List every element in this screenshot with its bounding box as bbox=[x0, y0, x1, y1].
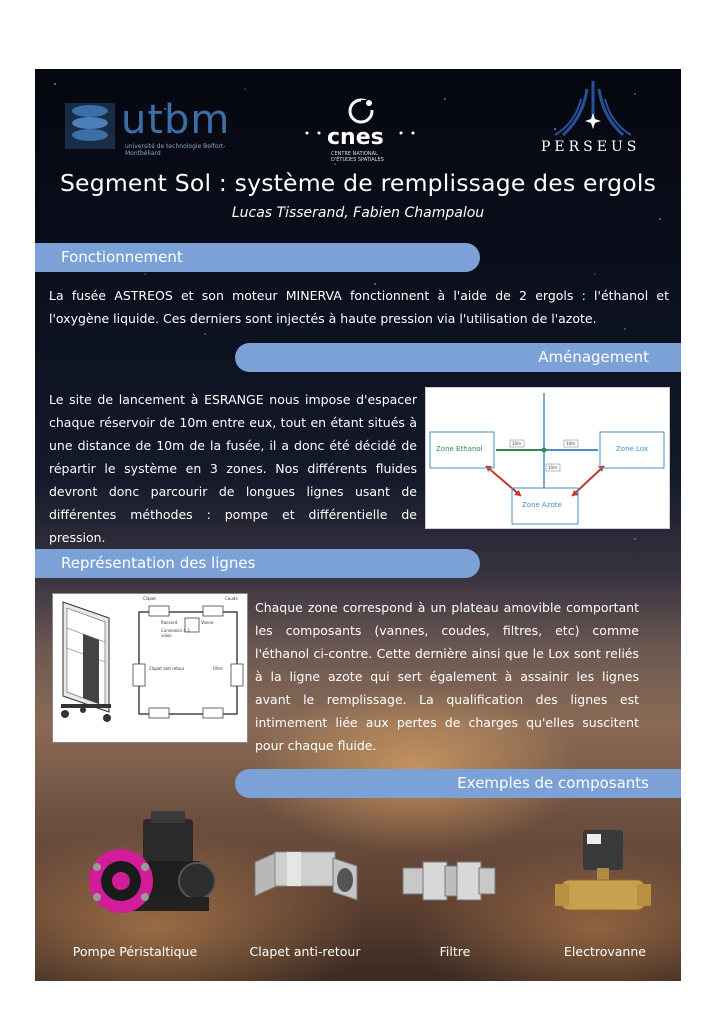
peristaltic-pump-image bbox=[79, 807, 219, 927]
schematic-label-raccord: Raccord bbox=[161, 620, 178, 625]
lignes-text: Chaque zone correspond à un plateau amovible comportant les composants (vannes, coudes, filtres, etc) comme l'éthanol ci-contre. Cette dernière ainsi que le Lox sont reliés à la ligne azote qui sert également à assainir les lignes avant le remplissage. La qualification des lignes est intimement liée aux pertes de charges qu'elles suscitent pour chaque fluide. bbox=[255, 600, 639, 753]
schematic-label-clapet: Clapet bbox=[143, 596, 156, 601]
zones-layout-diagram bbox=[425, 387, 670, 529]
zone-ethanol-label: Zone Ethanol bbox=[436, 445, 483, 453]
section-heading-composants: Exemples de composants bbox=[235, 769, 681, 798]
utbm-emblem-icon bbox=[63, 101, 117, 151]
component-label-filter: Filtre bbox=[439, 944, 471, 959]
schematic-label-coude: Coude bbox=[225, 596, 238, 601]
component-label-pump: Pompe Péristaltique bbox=[72, 944, 198, 959]
filter-image bbox=[399, 852, 499, 912]
check-valve-image bbox=[247, 844, 367, 914]
distance-label-rocket: 10m bbox=[548, 465, 557, 470]
distance-label-ethanol: 10m bbox=[512, 441, 521, 446]
utbm-name: utbm bbox=[121, 97, 231, 143]
schematic-label-antiretour: Clapet anti retour bbox=[149, 666, 185, 671]
amenagement-text: Le site de lancement à ESRANGE nous impose d'espacer chaque réservoir de 10m entre eux, tout en étant situés à une distance de 10m de la fusée, il a donc été décidé de répartir le système en 3 zones. Nos différents fluides devront donc parcourir de longues lignes usant de différentes méthodes : pompe et différentielle de pression. bbox=[49, 392, 417, 545]
cnes-logo bbox=[297, 95, 427, 161]
ethanol-line-schematic bbox=[52, 593, 248, 743]
fonctionnement-text: La fusée ASTREOS et son moteur MINERVA fonctionnent à l'aide de 2 ergols : l'éthanol et l'oxygène liquide. Ces derniers sont injectés à haute pression via l'utilisation de l'azote. bbox=[49, 288, 669, 326]
schematic-label-connexion: Connexion à 3 voies bbox=[161, 628, 190, 638]
solenoid-valve-image bbox=[553, 824, 653, 924]
perseus-logo bbox=[523, 79, 663, 159]
poster bbox=[35, 69, 681, 981]
section-heading-fonctionnement: Fonctionnement bbox=[35, 243, 480, 272]
cnes-name: cnes bbox=[327, 125, 384, 150]
component-label-check-valve: Clapet anti-retour bbox=[249, 944, 361, 959]
section-heading-amenagement: Aménagement bbox=[235, 343, 681, 372]
utbm-subtitle: université de technologie Belfort-Montbéliard bbox=[125, 143, 226, 157]
zone-lox-label: Zone Lox bbox=[616, 445, 649, 453]
poster-title: Segment Sol : système de remplissage des ergols bbox=[59, 169, 657, 197]
schematic-label-filtre: Filtre bbox=[213, 666, 223, 671]
distance-label-lox: 10m bbox=[566, 441, 575, 446]
schematic-label-vanne: Vanne bbox=[201, 620, 214, 625]
poster-authors: Lucas Tisserand, Fabien Champalou bbox=[231, 205, 485, 221]
utbm-logo bbox=[63, 97, 231, 157]
zone-azote-label: Zone Azote bbox=[522, 501, 562, 509]
perseus-name: PERSEUS bbox=[541, 139, 641, 155]
cnes-subtitle: CENTRE NATIONAL D'ÉTUDES SPATIALES bbox=[331, 151, 384, 163]
section-heading-lignes: Représentation des lignes bbox=[35, 549, 480, 578]
component-label-solenoid-valve: Electrovanne bbox=[564, 944, 646, 959]
perseus-emblem-icon bbox=[553, 79, 633, 137]
